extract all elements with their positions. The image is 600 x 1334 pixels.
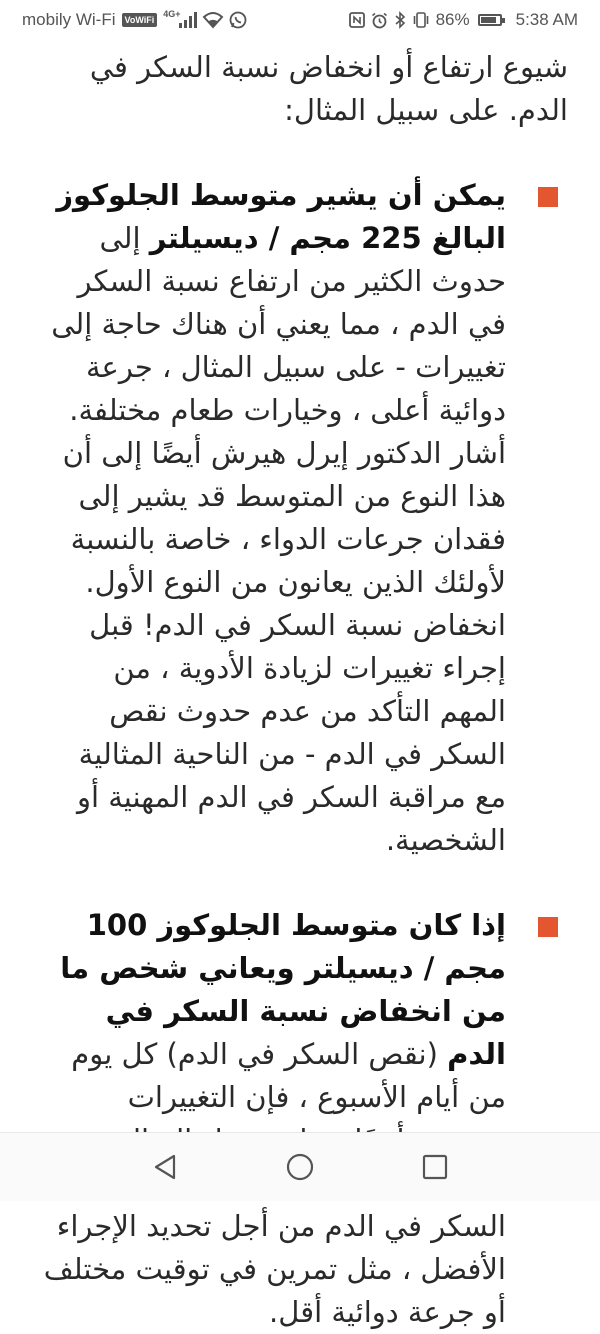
back-button[interactable] [145, 1147, 185, 1187]
battery-percent: 86% [435, 10, 470, 29]
status-bar [0, 0, 600, 40]
bullet-bold-text: يمكن أن يشير متوسط الجلوكوز البالغ 225 مجم / ديسيلتر [56, 178, 506, 255]
bullet-text: (نقص السكر في الدم) كل يوم من أيام الأسبوع ، فإن التغييرات السكر في الدم من أجل تحديد الإجراء الأفضل ، مثل تمرين في توقيت مختلف أو جرعة دوائية أقل. [43, 1037, 506, 1329]
alarm-icon [371, 12, 388, 29]
bullet-square-icon [538, 917, 558, 937]
status-right [349, 10, 578, 30]
battery-fill [481, 17, 496, 23]
bullet-square-icon [538, 187, 558, 207]
vibrate-icon [412, 12, 430, 28]
bluetooth-icon [394, 11, 406, 29]
vowifi-badge: VoWiFi [122, 13, 158, 27]
whatsapp-icon [229, 11, 247, 29]
list-item [40, 904, 568, 1334]
article-body [0, 40, 600, 1329]
intro-paragraph: شيوع ارتفاع أو انخفاض نسبة السكر في الدم. على سبيل المثال: [89, 50, 568, 127]
circle-home-icon [285, 1152, 315, 1182]
navigation-bar [0, 1132, 600, 1201]
triangle-back-icon [152, 1153, 178, 1181]
signal-icon [163, 9, 196, 28]
bullet-bold-text: إذا كان متوسط الجلوكوز 100 مجم / ديسيلتر ويعاني شخص ما من انخفاض نسبة السكر في الدم [60, 908, 506, 1071]
recents-button[interactable] [415, 1147, 455, 1187]
carrier-label: mobily Wi-Fi [22, 10, 116, 29]
list-item [40, 174, 568, 862]
home-button[interactable] [280, 1147, 320, 1187]
battery-icon [478, 14, 502, 26]
square-recents-icon [422, 1154, 448, 1180]
clock: 5:38 AM [515, 10, 578, 29]
network-type: 4G+ [163, 9, 181, 19]
nfc-icon [349, 12, 365, 28]
bullet-text: إلى حدوث الكثير من ارتفاع نسبة السكر في الدم ، مما يعني أن هناك حاجة إلى تغييرات - على سبيل المثال ، جرعة دوائية أعلى ، وخيارات طعام مختلفة. أشار الدكتور إيرل هيرش أيضًا إلى أن هذا النوع من المتوسط قد يشير إلى فقدان جرعات الدواء ، خاصة بالنسبة لأولئك الذين يعانون من النوع الأول. انخفاض نسبة السكر في الدم! قبل إجراء تغييرات لزيادة الأدوية ، من المهم التأكد من عدم حدوث نقص السكر في الدم - من الناحية المثالية مع مراقبة السكر في الدم المهنية أو الشخصية. [51, 221, 506, 857]
wifi-icon [203, 12, 223, 28]
status-left [22, 10, 247, 30]
